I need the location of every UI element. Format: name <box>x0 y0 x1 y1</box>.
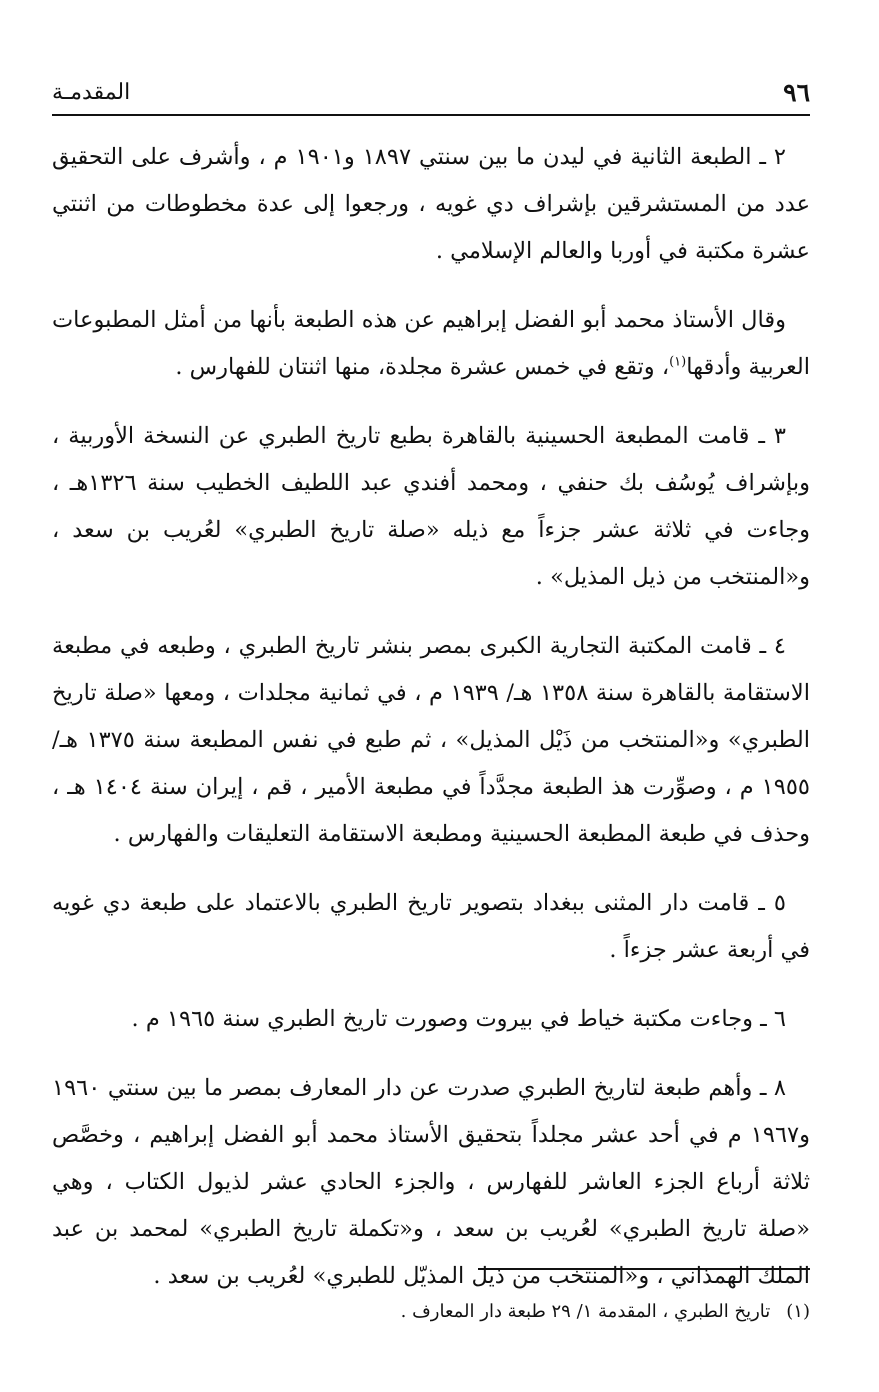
paragraph-quote <box>52 297 810 391</box>
footnote-text: تاريخ الطبري ، المقدمة ١/ ٢٩ طبعة دار المعارف . <box>400 1301 771 1322</box>
footnote-separator <box>478 1268 810 1270</box>
book-page <box>52 78 810 1368</box>
running-title: المقدمـة <box>52 80 131 105</box>
page-number: ٩٦ <box>783 78 810 107</box>
paragraph-edition-4: ٤ ـ قامت المكتبة التجارية الكبرى بمصر بنشر تاريخ الطبري ، وطبعه في مطبعة الاستقامة بالقاهرة سنة ١٣٥٨ هـ/ ١٩٣٩ م ، في ثمانية مجلدات ، ومعها «صلة تاريخ الطبري» و«المنتخب من ذَيْل المذيل» ، ثم طبع في نفس المطبعة سنة ١٣٧٥ هـ/ ١٩٥٥ م ، وصوِّرت هذ الطبعة مجدَّداً في مطبعة الأمير ، قم ، إيران سنة ١٤٠٤ هـ ، وحذف في طبعة المطبعة الحسينية ومطبعة الاستقامة التعليقات والفهارس . <box>52 633 810 847</box>
paragraph-edition-2: ٢ ـ الطبعة الثانية في ليدن ما بين سنتي ١٨٩٧ و١٩٠١ م ، وأشرف على التحقيق عدد من المستشرقين بإشراف دي غويه ، ورجعوا إلى عدة مخطوطات من اثنتي عشرة مكتبة في أوربا والعالم الإسلامي . <box>52 144 810 264</box>
paragraph-edition-8: ٨ ـ وأهم طبعة لتاريخ الطبري صدرت عن دار المعارف بمصر ما بين سنتي ١٩٦٠ و١٩٦٧ م في أحد عشر مجلداً بتحقيق الأستاذ محمد أبو الفضل إبراهيم ، وخصَّص ثلاثة أرباع الجزء العاشر للفهارس ، والجزء الحادي عشر لذيول الكتاب ، وهي «صلة تاريخ الطبري» لعُريب بن سعد ، و«تكملة تاريخ الطبري» لمحمد بن عبد الملك الهمذاني ، و«المنتخب من ذيل المذيّل للطبري» لعُريب بن سعد . <box>52 1075 810 1289</box>
page-header <box>52 78 810 116</box>
paragraph-edition-3: ٣ ـ قامت المطبعة الحسينية بالقاهرة بطبع تاريخ الطبري عن النسخة الأوربية ، وبإشراف يُوسُف بك حنفي ، ومحمد أفندي عبد اللطيف الخطيب سنة ١٣٢٦هـ ، وجاءت في ثلاثة عشر جزءاً مع ذيله «صلة تاريخ الطبري» لعُريب بن سعد ، و«المنتخب من ذيل المذيل» . <box>52 423 810 590</box>
footnote-marker[interactable]: (١) <box>669 354 687 370</box>
paragraph-edition-6: ٦ ـ وجاءت مكتبة خياط في بيروت وصورت تاريخ الطبري سنة ١٩٦٥ م . <box>131 1006 786 1032</box>
footnote-number: (١) <box>786 1301 810 1322</box>
quote-text: وقال الأستاذ محمد أبو الفضل إبراهيم عن هذه الطبعة بأنها من أمثل المطبوعات العربية وأدقها <box>52 307 810 380</box>
footnote <box>52 1297 810 1327</box>
main-text <box>52 134 810 1300</box>
paragraph-edition-5: ٥ ـ قامت دار المثنى ببغداد بتصوير تاريخ الطبري بالاعتماد على طبعة دي غويه في أربعة عشر جزءاً . <box>52 890 810 963</box>
quote-text-continued: ، وتقع في خمس عشرة مجلدة، منها اثنتان للفهارس . <box>175 354 670 380</box>
